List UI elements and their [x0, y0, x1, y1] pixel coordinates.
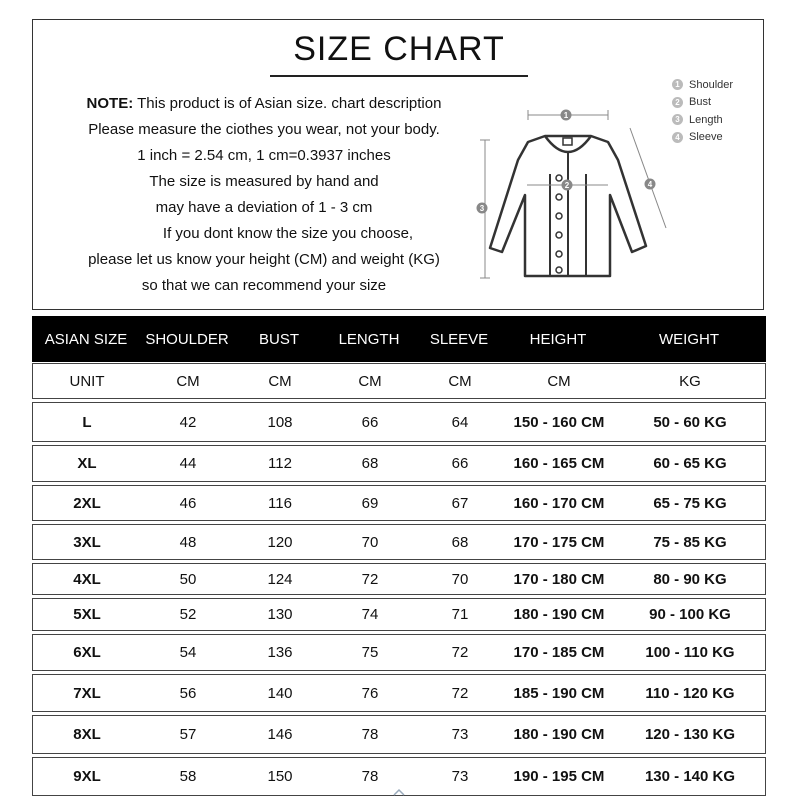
sleeve-cell: 70 [451, 570, 469, 588]
length-cell: 75 [361, 644, 379, 661]
col-header-weight: WEIGHT [659, 330, 719, 348]
shoulder-cell: 58 [179, 768, 197, 785]
weight-cell: 90 - 100 KG [649, 606, 731, 623]
weight-cell: 110 - 120 KG [645, 684, 735, 702]
table-row [32, 634, 766, 671]
length-cell: 78 [361, 726, 379, 743]
height-cell: 160 - 165 CM [513, 455, 605, 472]
legend-number: 1 [672, 79, 683, 90]
legend-label: Length [689, 113, 723, 126]
sleeve-cell: 66 [451, 455, 469, 472]
length-cell: 76 [361, 684, 379, 702]
length-cell: 69 [361, 494, 379, 512]
height-cell: 150 - 160 CM [513, 413, 605, 431]
sleeve-cell: 72 [451, 644, 469, 661]
table-body [32, 402, 766, 796]
size-cell: 4XL [73, 570, 101, 588]
size-note [50, 91, 478, 299]
legend-label: Bust [689, 96, 712, 109]
size-cell: 2XL [73, 494, 101, 512]
unit-cell: UNIT [69, 372, 105, 390]
col-header-sleeve: SLEEVE [429, 330, 489, 348]
jacket-diagram [470, 100, 670, 290]
shoulder-cell: 42 [179, 413, 197, 431]
bust-cell: 108 [267, 413, 293, 431]
size-cell: L [82, 413, 92, 431]
col-header-bust: BUST [258, 330, 299, 348]
weight-cell: 120 - 130 KG [644, 726, 736, 743]
bust-cell: 130 [267, 606, 293, 623]
bust-cell: 136 [267, 644, 293, 661]
height-cell: 170 - 175 CM [513, 533, 605, 551]
table-row [32, 563, 766, 595]
unit-cell: CM [358, 372, 382, 390]
note-label: NOTE: [86, 95, 134, 112]
height-cell: 160 - 170 CM [513, 494, 605, 512]
measurement-legend [672, 76, 733, 146]
weight-cell: 75 - 85 KG [653, 533, 727, 551]
unit-cell: CM [176, 372, 200, 390]
bust-cell: 140 [267, 684, 293, 702]
weight-cell: 100 - 110 KG [645, 644, 735, 661]
note-line-4: The size is measured by hand and [149, 173, 379, 190]
bust-cell: 116 [268, 494, 292, 512]
size-cell: 3XL [73, 533, 101, 551]
col-header-length: LENGTH [338, 330, 400, 348]
bust-cell: 146 [267, 726, 293, 743]
col-header-height: HEIGHT [529, 330, 587, 348]
bust-cell: 112 [268, 455, 292, 472]
note-line-5: may have a deviation of 1 - 3 cm [155, 199, 373, 216]
height-cell: 185 - 190 CM [513, 684, 605, 702]
unit-cell: CM [448, 372, 472, 390]
shoulder-cell: 56 [179, 684, 197, 702]
length-cell: 66 [361, 413, 379, 431]
height-cell: 170 - 180 CM [513, 570, 605, 588]
size-cell: 9XL [73, 768, 101, 785]
legend-label: Shoulder [689, 78, 734, 91]
length-cell: 70 [361, 533, 379, 551]
svg-text:1: 1 [563, 111, 569, 120]
sleeve-cell: 68 [451, 533, 469, 551]
shoulder-cell: 46 [179, 494, 197, 512]
shoulder-cell: 57 [179, 726, 197, 743]
legend-item-sleeve [672, 129, 733, 147]
height-cell: 180 - 190 CM [513, 606, 605, 623]
sleeve-cell: 67 [451, 494, 469, 512]
chevron-up-icon[interactable] [392, 786, 406, 798]
legend-item-shoulder [672, 76, 733, 94]
size-cell: XL [77, 455, 97, 472]
table-row [32, 402, 766, 442]
shoulder-cell: 48 [179, 533, 197, 551]
height-cell: 180 - 190 CM [513, 726, 605, 743]
note-line-3: 1 inch = 2.54 cm, 1 cm=0.3937 inches [137, 147, 391, 164]
legend-number: 2 [672, 97, 683, 108]
unit-cell: KG [679, 372, 701, 390]
weight-cell: 80 - 90 KG [653, 570, 727, 588]
legend-number: 4 [672, 132, 683, 143]
sleeve-cell: 64 [451, 413, 469, 431]
note-line-1: NOTE: This product is of Asian size. chart description [86, 95, 442, 112]
sleeve-cell: 73 [451, 726, 469, 743]
legend-item-length [672, 111, 733, 129]
length-cell: 72 [361, 570, 379, 588]
unit-cell: CM [268, 372, 292, 390]
page-title: SIZE CHART [270, 30, 528, 77]
shoulder-cell: 50 [179, 570, 197, 588]
svg-text:4: 4 [647, 180, 653, 189]
legend-item-bust [672, 94, 733, 112]
size-cell: 5XL [73, 606, 101, 623]
length-cell: 74 [361, 606, 379, 623]
table-row [32, 598, 766, 631]
table-row [32, 715, 766, 754]
bust-cell: 120 [267, 533, 293, 551]
jacket-icon [470, 100, 670, 290]
svg-text:3: 3 [479, 204, 485, 213]
weight-cell: 130 - 140 KG [644, 768, 736, 785]
weight-cell: 60 - 65 KG [653, 455, 727, 472]
height-cell: 170 - 185 CM [513, 644, 605, 661]
size-table [32, 316, 766, 799]
height-cell: 190 - 195 CM [513, 768, 605, 785]
note-line-2: Please measure the ciothes you wear, not your body. [88, 121, 440, 138]
weight-cell: 65 - 75 KG [653, 494, 727, 512]
svg-text:2: 2 [564, 181, 570, 190]
unit-cell: CM [547, 372, 571, 390]
shoulder-cell: 54 [179, 644, 197, 661]
bust-cell: 150 [267, 768, 293, 785]
size-cell: 7XL [73, 684, 101, 702]
col-header-size: ASIAN SIZE [44, 330, 128, 348]
note-line-8: so that we can recommend your size [141, 277, 387, 294]
table-header-row [32, 316, 766, 362]
sleeve-cell: 73 [451, 768, 469, 785]
unit-row [32, 363, 766, 399]
size-cell: 6XL [73, 644, 101, 661]
bust-cell: 124 [267, 570, 293, 588]
table-row [32, 674, 766, 712]
sleeve-cell: 72 [451, 684, 469, 702]
table-row [32, 445, 766, 482]
size-cell: 8XL [73, 726, 101, 743]
table-row [32, 485, 766, 521]
shoulder-cell: 44 [179, 455, 197, 472]
sleeve-cell: 71 [451, 606, 469, 623]
weight-cell: 50 - 60 KG [653, 413, 727, 431]
col-header-shoulder: SHOULDER [145, 330, 229, 348]
note-line-7: please let us know your height (CM) and weight (KG) [88, 251, 440, 268]
length-cell: 78 [361, 768, 379, 785]
shoulder-cell: 52 [179, 606, 197, 623]
legend-number: 3 [672, 114, 683, 125]
legend-label: Sleeve [689, 131, 723, 144]
note-line-6: If you dont know the size you choose, [162, 225, 414, 242]
length-cell: 68 [361, 455, 379, 472]
table-row [32, 524, 766, 560]
